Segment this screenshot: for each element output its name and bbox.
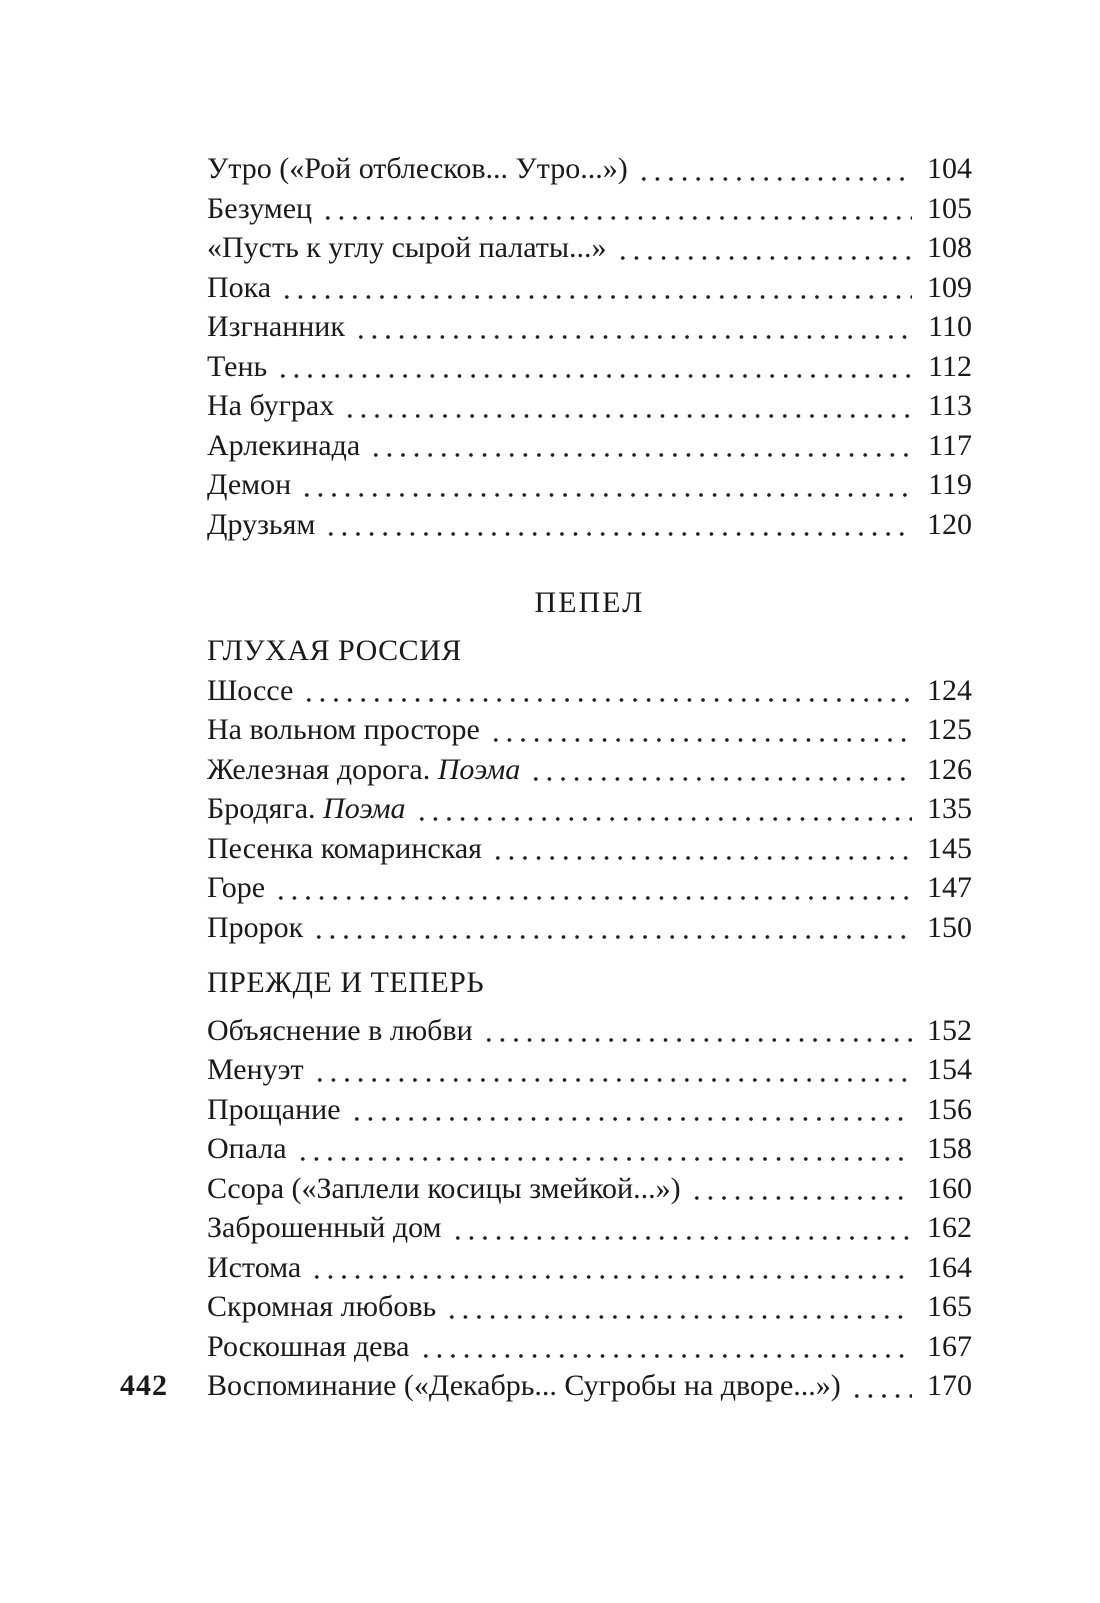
toc-entry-title [207,426,360,466]
dot-leader [310,1248,912,1288]
dot-leader [445,1287,912,1327]
toc-entry-title-text: Утро («Рой отблесков... Утро...») [207,152,628,185]
dot-leader [276,347,912,387]
toc-entry-title [207,1129,287,1169]
toc-entry [207,1129,972,1169]
toc-entry-title-text: Арлекинада [207,428,361,462]
toc-entry-title-text: Скромная любовь [207,1290,437,1323]
toc-entry-title [207,465,291,505]
toc-entry-title [207,228,607,268]
toc-entry [207,1327,972,1367]
toc-entry [207,149,972,189]
toc-entry-page-number: 126 [927,752,972,786]
toc-entry-page-number: 150 [927,910,972,944]
toc-entry [207,505,972,545]
toc-entry-title [207,1248,301,1288]
dot-leader [354,307,912,347]
toc-entry [207,268,972,308]
dot-leader [489,710,912,750]
dot-leader [419,1327,913,1367]
toc-entry-title-text: На буграх [207,389,335,422]
toc-entry-page-number: 165 [927,1290,972,1323]
toc-entry-title [207,307,345,347]
toc-entry-page-number: 120 [927,507,972,541]
toc-entry-title-text: Опала [207,1132,287,1165]
toc-entry [207,426,972,466]
toc-entry-page-number: 156 [927,1092,972,1126]
toc-entry-title-text: Ссора («Заплели косицы змейкой...») [207,1171,681,1205]
toc-entries [207,1011,972,1406]
section-heading-prezhde-i-teper: ПРЕЖДЕ И ТЕПЕРЬ [207,966,485,999]
toc-entry [207,1248,972,1288]
dot-leader [324,505,912,545]
toc-entry [207,307,972,347]
dot-leader [369,426,912,466]
toc-entry-page-number: 117 [928,428,972,462]
dot-leader [350,1090,912,1130]
toc-section-gluhaya-rossiya [207,631,972,947]
table-of-contents [207,0,972,1406]
dot-leader [321,189,912,229]
folio-page-number: 442 [120,1369,168,1402]
toc-entry [207,750,972,790]
toc-entry [207,868,972,908]
toc-entry-title-text: Пока [207,270,272,304]
toc-entry-title [207,1050,304,1090]
toc-entry-title [207,149,628,189]
toc-entry-title-text: Друзьям [207,507,316,541]
toc-entry-page-number: 105 [927,191,972,225]
dot-leader [850,1366,912,1406]
toc-entry-page-number: 154 [927,1053,972,1086]
dot-leader [482,1011,912,1051]
toc-entry-title-text: Тень [207,349,268,383]
toc-entry-title-text: Шоссе [207,673,294,707]
toc-entries [207,149,972,544]
toc-entry-page-number: 135 [927,792,972,825]
toc-entry-title-text: Изгнанник [207,310,345,343]
dot-leader [312,908,912,948]
toc-entry-title [207,505,315,545]
toc-entry-title-italic: Поэма [437,752,521,786]
toc-entry-title-italic: Поэма [323,792,406,825]
toc-entry-page-number: 112 [928,349,972,383]
toc-entry [207,1366,972,1406]
toc-entry-title [207,908,303,948]
toc-entry-page-number: 170 [927,1369,972,1402]
toc-entry-title-text: Истома [207,1250,302,1284]
toc-entry [207,1090,972,1130]
toc-entry [207,1287,972,1327]
toc-entry-title [207,1169,681,1209]
dot-leader [529,750,912,790]
toc-entry-title [207,1208,442,1248]
toc-entry [207,189,972,229]
toc-entry [207,1208,972,1248]
toc-entry-page-number: 147 [927,871,972,904]
toc-entry-page-number: 104 [927,152,972,185]
toc-entry-title-text: Заброшенный дом [207,1211,442,1244]
toc-entry-title-text: Роскошная дева [207,1329,410,1363]
toc-entries [207,671,972,948]
toc-entry-title [207,868,265,908]
toc-entry [207,386,972,426]
toc-entry-title-text: Песенка комаринская [207,831,482,865]
toc-entry-page-number: 164 [927,1250,972,1284]
part-heading: ПЕПЕЛ [534,586,645,619]
toc-entry-title [207,750,520,790]
toc-entry [207,789,972,829]
toc-entry-page-number: 110 [928,310,972,343]
toc-entry [207,347,972,387]
toc-entry-title [207,386,334,426]
toc-entry-page-number: 152 [927,1013,972,1047]
toc-entry [207,1169,972,1209]
toc-entry [207,908,972,948]
dot-leader [280,268,912,308]
toc-entry-title-text: Пророк [207,910,304,944]
dot-leader [302,671,912,711]
toc-entry-title-text: «Пусть к углу сырой палаты...» [207,231,607,264]
toc-entry-page-number: 160 [927,1171,972,1205]
toc-entry-title-text: Прощание [207,1092,341,1126]
toc-entry-page-number: 119 [928,468,972,501]
toc-entry-title-text: Воспоминание («Декабрь... Сугробы на дворе...») [207,1369,841,1402]
section-heading-gluhaya-rossiya: ГЛУХАЯ РОССИЯ [207,634,462,667]
dot-leader [300,465,912,505]
toc-entry-title [207,829,482,869]
dot-leader [616,228,912,268]
dot-leader [637,149,912,189]
toc-entry-title-text: Объяснение в любви [207,1013,473,1047]
toc-entry-title [207,347,267,387]
dot-leader [274,868,912,908]
toc-entry-title-text: Железная дорога. [207,752,438,786]
toc-entry-page-number: 124 [927,673,972,707]
toc-entry-title-text: Демон [207,468,292,501]
toc-entry-title [207,1327,410,1367]
toc-entry [207,829,972,869]
toc-entry-page-number: 109 [927,270,972,304]
toc-entry-page-number: 158 [927,1132,972,1165]
toc-entry [207,1050,972,1090]
dot-leader [451,1208,912,1248]
toc-entry [207,671,972,711]
toc-entry-title [207,1287,436,1327]
toc-entry-title [207,710,480,750]
toc-entry-title-text: На вольном просторе [207,713,480,746]
dot-leader [296,1129,912,1169]
toc-section-prezhde-i-teper [207,963,972,1406]
dot-leader [415,789,912,829]
dot-leader [491,829,912,869]
toc-entry-title [207,671,293,711]
toc-entry-title [207,1090,341,1130]
toc-entry [207,710,972,750]
toc-entry-page-number: 162 [927,1211,972,1244]
toc-entry-page-number: 145 [927,831,972,865]
toc-entry [207,1011,972,1051]
dot-leader [313,1050,912,1090]
dot-leader [343,386,912,426]
toc-entry-title-text: Горе [207,871,266,904]
toc-entry-title [207,1011,473,1051]
toc-entry-page-number: 167 [927,1329,972,1363]
toc-entry-title-text: Бродяга. [207,792,324,825]
toc-entry-title-text: Безумец [207,191,313,225]
toc-entry [207,465,972,505]
toc-entry-title [207,268,271,308]
toc-entry-page-number: 108 [927,231,972,264]
toc-entry-title [207,1366,841,1406]
toc-entry-title-text: Менуэт [207,1053,304,1086]
toc-entry-page-number: 113 [928,389,972,422]
toc-entry-page-number: 125 [927,713,972,746]
toc-section-continued [207,149,972,544]
toc-entry-title [207,789,406,829]
toc-entry-title [207,189,312,229]
toc-entry [207,228,972,268]
dot-leader [690,1169,912,1209]
